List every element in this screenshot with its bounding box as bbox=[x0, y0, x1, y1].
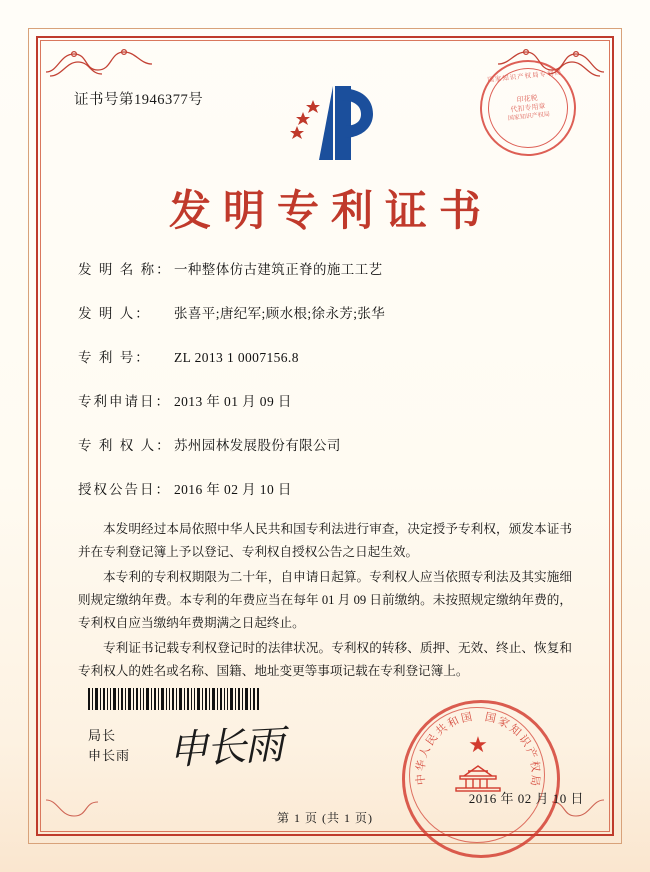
certificate-number: 证书号第1946377号 bbox=[74, 92, 204, 108]
field-label: 专 利 号： bbox=[78, 350, 151, 365]
tax-stamp-line-1: 印花税 bbox=[516, 93, 538, 105]
tax-stamp-text bbox=[477, 57, 578, 158]
field-label: 发 明 人： bbox=[78, 306, 151, 321]
field-value: 2016 年 02 月 10 日 bbox=[174, 482, 292, 497]
page-footer: 第 1 页 (共 1 页) bbox=[277, 811, 373, 825]
field-label: 专利申请日： bbox=[78, 394, 171, 409]
field-application-date bbox=[78, 390, 572, 410]
fields-list bbox=[78, 258, 572, 522]
field-grant-announcement-date bbox=[78, 478, 572, 498]
national-seal bbox=[402, 700, 554, 852]
field-label: 授权公告日： bbox=[78, 482, 171, 497]
field-inventors bbox=[78, 302, 572, 322]
field-patentee bbox=[78, 434, 572, 454]
handwritten-signature: 申长雨 bbox=[167, 722, 284, 773]
director-title-label: 局长 bbox=[88, 728, 117, 743]
field-value: 张喜平;唐纪军;顾水根;徐永芳;张华 bbox=[174, 306, 386, 321]
body-paragraph-1: 本发明经过本局依照中华人民共和国专利法进行审查，决定授予专利权，颁发本证书并在专利登记簿上予以登记、专利权自授权公告之日起生效。 bbox=[78, 522, 572, 559]
seal-ring-text: 中 华 人 民 共 和 国 国 家 知 识 产 权 局 bbox=[414, 711, 542, 787]
body-paragraph-3: 专利证书记载专利权登记时的法律状况。专利权的转移、质押、无效、终止、恢复和专利权人的姓名或名称、国籍、地址变更等事项记载在专利登记簿上。 bbox=[78, 641, 572, 678]
field-value: 一种整体仿古建筑正脊的施工工艺 bbox=[174, 262, 383, 277]
signature-block bbox=[88, 726, 130, 766]
field-label: 专 利 权 人： bbox=[78, 438, 172, 453]
barcode bbox=[88, 688, 260, 710]
field-invention-name bbox=[78, 258, 572, 278]
tax-stamp-line-3: 国家知识产权局 bbox=[507, 111, 551, 123]
corner-flourish-top-left-icon bbox=[44, 42, 154, 82]
body-paragraph-2: 本专利的专利权期限为二十年，自申请日起算。专利权人应当依照专利法及其实施细则规定缴纳年费。本专利的年费应当在每年 01 月 09 日前缴纳。未按照规定缴纳年费的，专利权自应当缴纳年费期满之日起终止。 bbox=[78, 570, 572, 630]
field-patent-number bbox=[78, 346, 572, 366]
tax-stamp-line-2: 代扣专用章 bbox=[510, 102, 546, 114]
sipo-logo-icon bbox=[289, 82, 377, 166]
page-title: 发明专利证书 bbox=[168, 189, 493, 235]
seal-date: 2016 年 02 月 10 日 bbox=[468, 791, 584, 806]
field-label: 发 明 名 称： bbox=[78, 262, 172, 277]
field-value: 苏州园林发展股份有限公司 bbox=[174, 438, 341, 453]
seal-star-icon: ★ bbox=[468, 732, 488, 757]
director-name-label: 申长雨 bbox=[88, 748, 131, 763]
field-value: 2013 年 01 月 09 日 bbox=[174, 394, 292, 409]
body-text bbox=[78, 518, 572, 685]
tax-stamp-arc-text: 国家知识产权局专利局 bbox=[487, 69, 563, 85]
field-value: ZL 2013 1 0007156.8 bbox=[174, 350, 299, 365]
tax-stamp bbox=[475, 55, 581, 161]
